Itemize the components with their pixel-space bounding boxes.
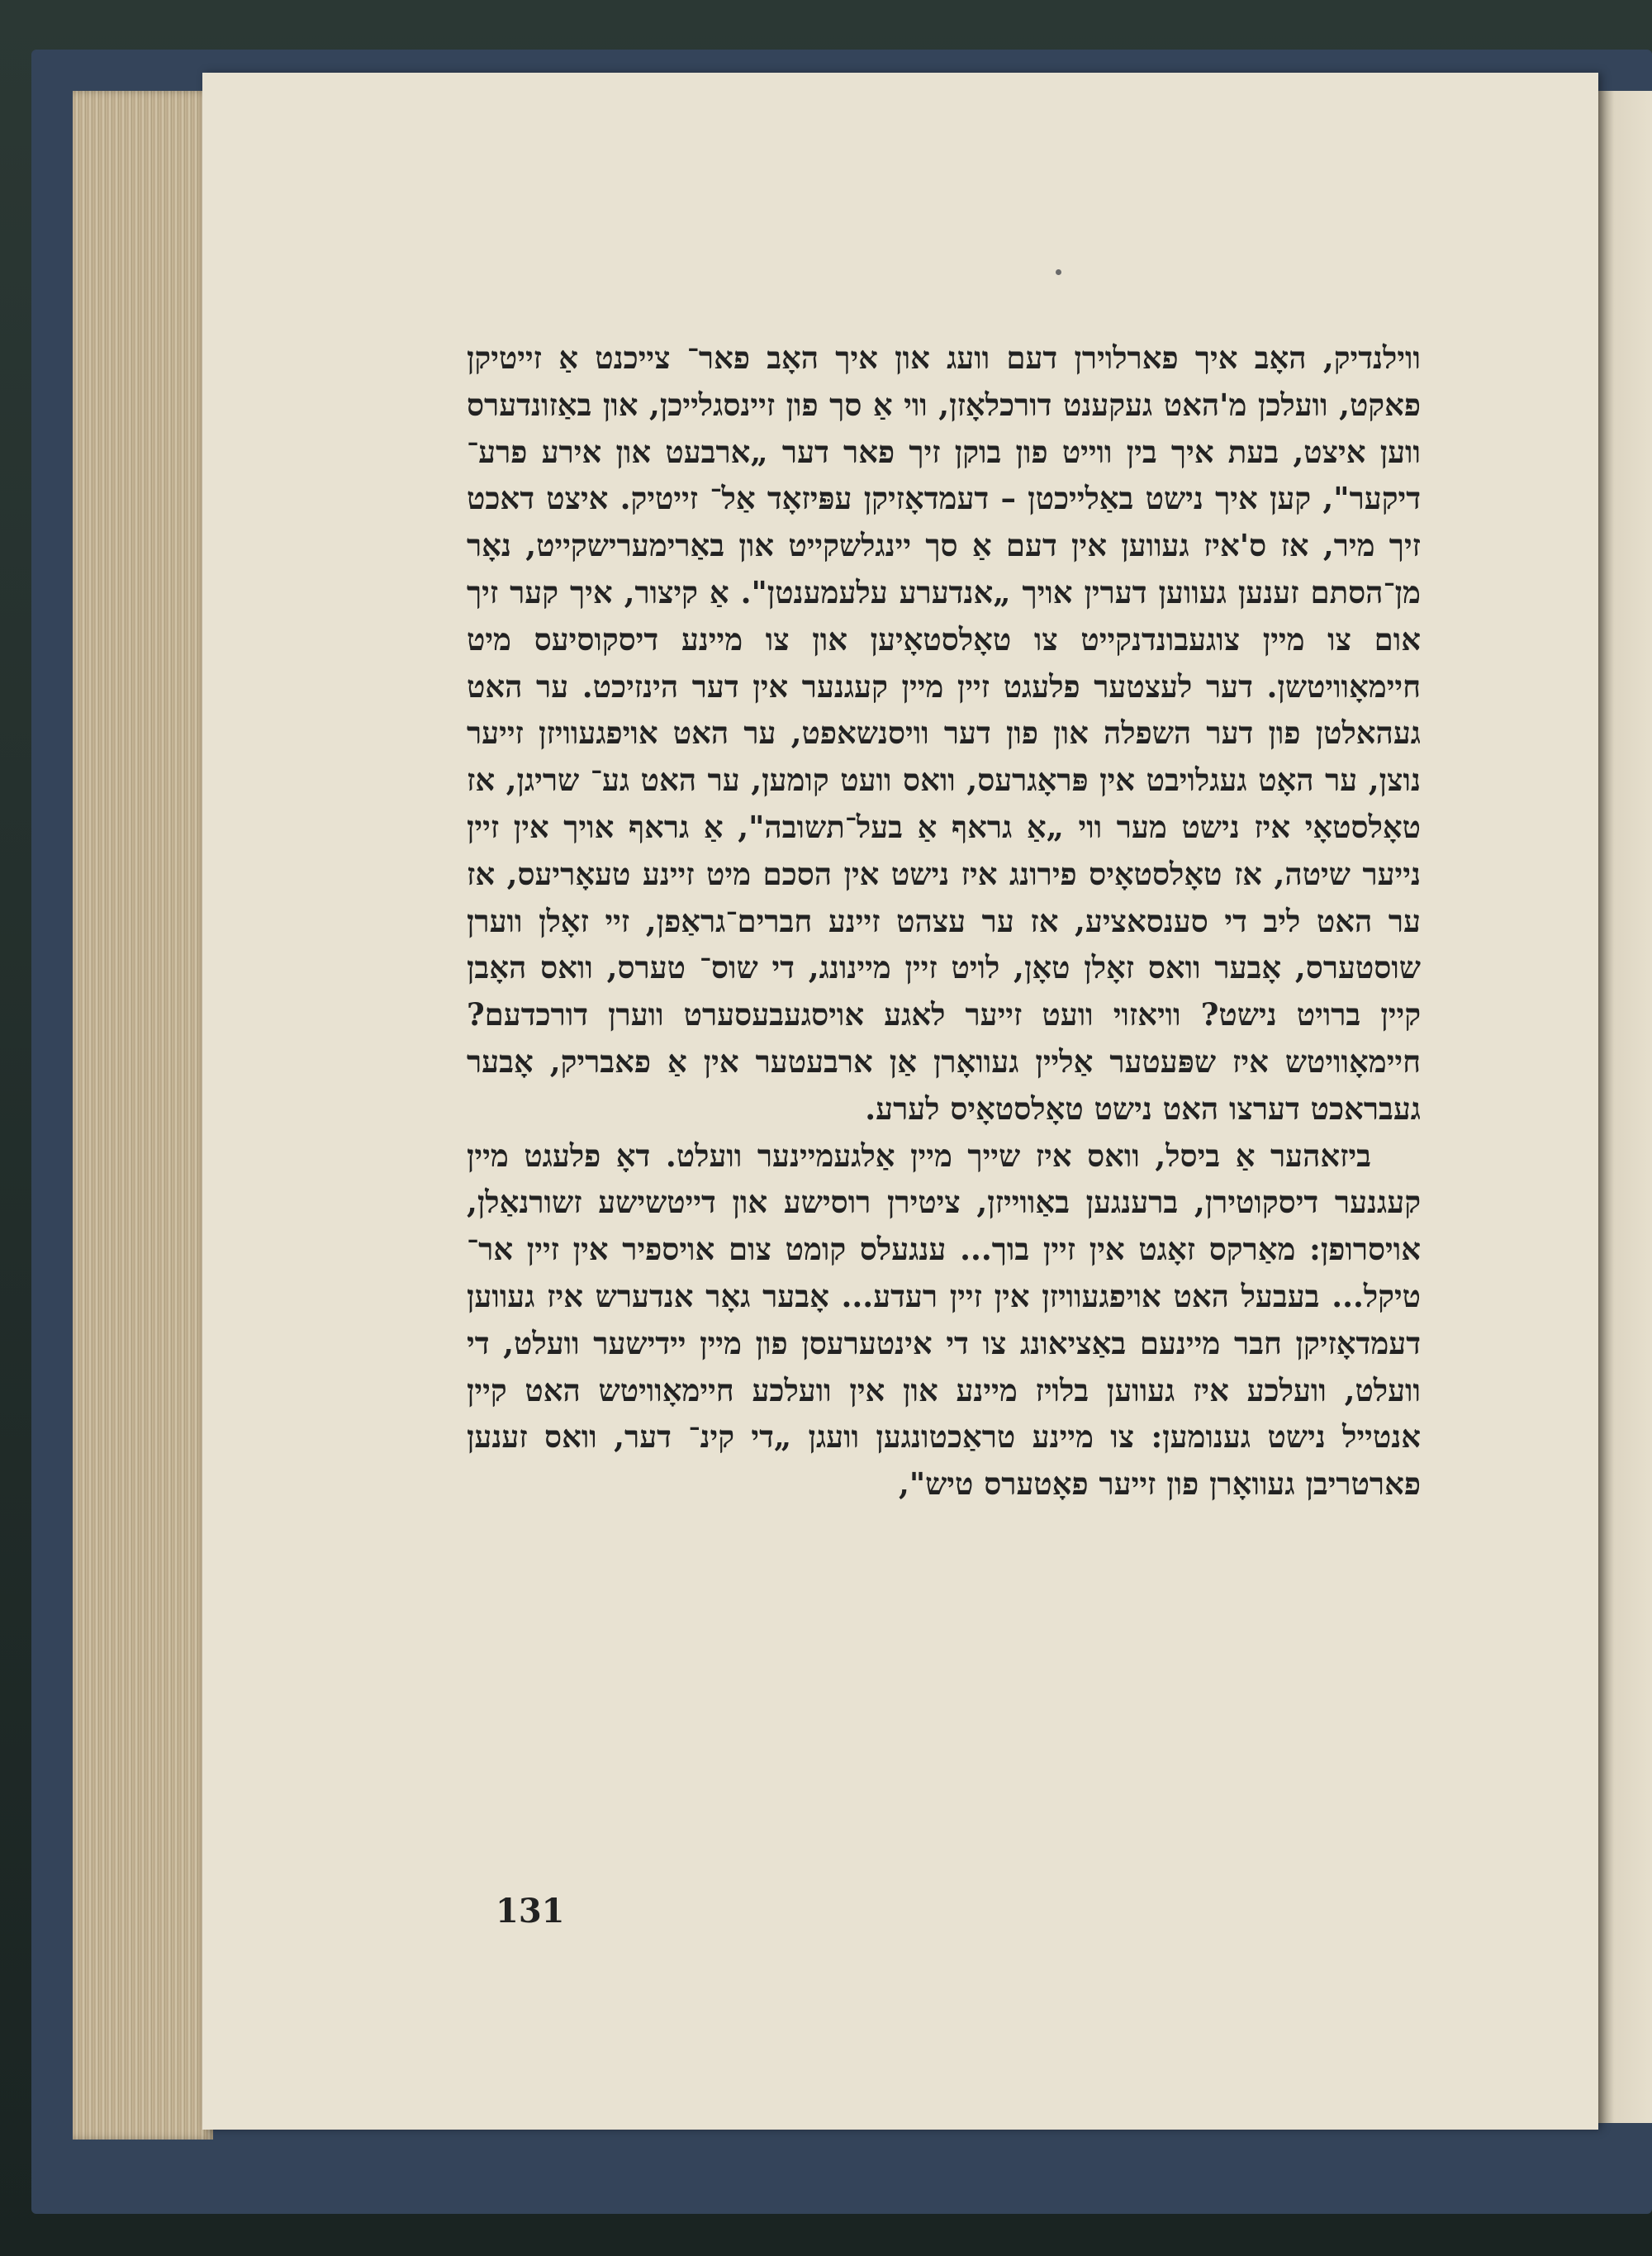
page-edges <box>73 91 213 2140</box>
paragraph-1: ווילנדיק, האָב איך פארלוירן דעם וועג און איך האָב פאר־ צייכנט אַ זייטיקן פאקט, וועלכן מ'האט געקענט דורכלאָזן, ווי אַ סך פון זיינסגלייכן, און באַזונדערס ווען איצט, בעת איך בין ווייט פון בוקן זיך פאר דער „ארבעט און אירע פרע־ דיקער", קען איך נישט באַלייכטן – דעמדאָזיקן עפּיזאָד אַל־ זייטיק. איצט דאכט זיך מיר, אז ס'איז געווען אין דעם אַ סך יינגלשקייט און באַרימערישקייט, נאָר מן־הסתם זענען געווען דערין אויך „אנדערע עלעמענטן". אַ קיצור, איך קער זיך אום צו מיין צוגעבונדנקייט צו טאָלסטאָיען און צו מיינע דיסקוסיעס מיט חיימאָוויטשן. דער לעצטער פלעגט זיין מיין קעגנער אין דער הינזיכט. ער האט געהאלטן פון דער השפלה און פון דער וויסנשאפט, ער האט אויפגעוויזן זייער נוצן, ער האָט געגלויבט אין פּראָגרעס, וואס וועט קומען, ער האט גע־ שריגן, אז טאָלסטאָי איז נישט מער ווי „אַ גראף אַ בעל־תשובה", אַ גראף אויך אין זיין נייער שיטה, אז טאָלסטאָיס פירונג איז נישט אין הסכם מיט זיינע טעאָריעס, אז ער האט ליב די סענסאציע, אז ער עצהט זיינע חברים־גראַפן, זיי זאָלן ווערן שוסטערס, אָבער וואס זאָלן טאָן, לויט זיין מיינונג, די שוס־ טערס, וואס האָבן קיין ברויט נישט? וויאזוי וועט זייער לאגע אויסגעבעסערט ווערן דורכדעם? חיימאָוויטש איז שפּעטער אַליין געוואָרן אַן ארבעטער אין אַ פאבריק, אָבער געבראכט דערצו האט נישט טאָלסטאָיס לערע. <box>467 340 1421 1127</box>
ink-speck <box>1056 269 1061 275</box>
page-number: 131 <box>496 1892 565 1931</box>
facing-page-edge <box>1598 91 1652 2123</box>
paragraph-2: ביזאהער אַ ביסל, וואס איז שייך מיין אַלגעמיינער וועלט. דאָ פלעגט מיין קעגנער דיסקוטירן, ברענגען באַווייזן, ציטירן רוסישע און דייטשישע זשורנאַלן, אויסרופן: מאַרקס זאָגט אין זיין בוך... ענגעלס קומט צום אויספיר אין זיין אר־ טיקל... בעבעל האט אויפגעוויזן אין זיין רעדע... אָבער גאָר אנדערש איז געווען דעמדאָזיקן חבר מיינעם באַציאונג צו די אינטערעסן פון מיין יידישער וועלט, די וועלט, וועלכע איז געווען בלויז מיינע און אין וועלכע חיימאָוויטש האט קיין אנטייל נישט גענומען: צו מיינע טראַכטונגען וועגן „די קינ־ דער, וואס זענען פארטריבן געוואָרן פון זייער פאָטערס טיש", <box>467 1137 1421 1503</box>
body-text <box>467 335 1421 1987</box>
